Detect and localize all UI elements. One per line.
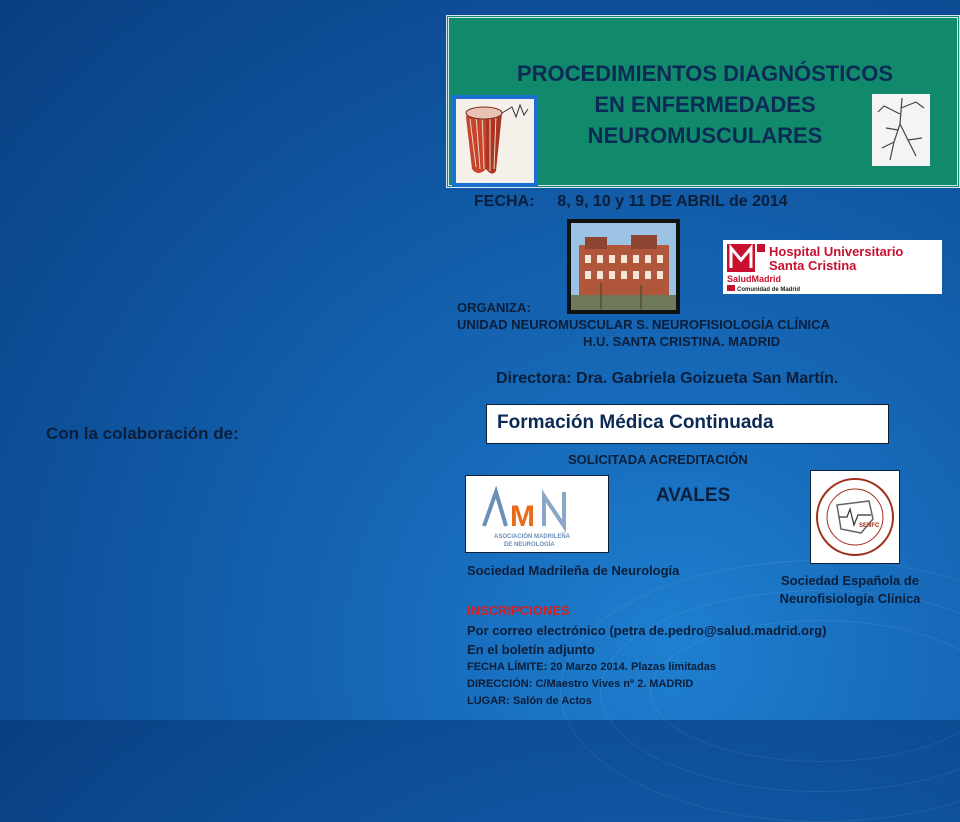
director-name: Directora: Dra. Gabriela Goizueta San Martín. <box>496 370 839 387</box>
organizer-label: ORGANIZA: <box>457 300 531 315</box>
title-line-3: NEUROMUSCULARES <box>587 123 823 148</box>
registration-venue: LUGAR: Salón de Actos <box>467 695 592 707</box>
registration-details <box>467 659 716 710</box>
organizer-line-1: UNIDAD NEUROMUSCULAR S. NEUROFISIOLOGÍA CLÍNICA <box>457 317 830 332</box>
hospital-logo <box>723 240 942 294</box>
amn-letter-m: M <box>510 500 535 533</box>
nerve-illustration <box>872 94 930 166</box>
senfc-caption-line-1: Sociedad Española de <box>781 573 919 588</box>
registration-bulletin: En el boletín adjunto <box>467 642 595 657</box>
registration-address: DIRECCIÓN: C/Maestro Vives nº 2. MADRID <box>467 678 694 690</box>
registration-heading: INSCRIPCIONES <box>467 603 570 618</box>
organizer-block <box>457 299 830 350</box>
senfc-logo-text: SENFC <box>859 523 880 529</box>
fmc-label: Formación Médica Continuada <box>497 412 774 433</box>
registration-info <box>467 621 826 659</box>
amn-logo <box>465 475 609 553</box>
title-line-1: PROCEDIMIENTOS DIAGNÓSTICOS <box>516 61 894 86</box>
amn-text-2: DE NEUROLOGÍA <box>504 542 555 548</box>
collaboration-label: Con la colaboración de: <box>46 424 239 443</box>
registration-email: Por correo electrónico (petra de.pedro@salud.madrid.org) <box>467 623 827 638</box>
senfc-logo <box>810 470 900 564</box>
date-label: FECHA: <box>474 193 535 210</box>
senfc-caption <box>740 572 960 608</box>
comunidad-text: Comunidad de Madrid <box>737 287 800 293</box>
organizer-line-2: H.U. SANTA CRISTINA. MADRID <box>583 334 781 349</box>
registration-deadline: FECHA LÍMITE: 20 Marzo 2014. Plazas limitadas <box>467 661 717 673</box>
muscle-illustration <box>452 95 538 187</box>
amn-text-1: ASOCIACIÓN MADRILEÑA <box>494 534 570 540</box>
date-value: 8, 9, 10 y 11 DE ABRIL de 2014 <box>557 193 788 210</box>
sml-caption: Sociedad Madrileña de Neurología <box>467 563 680 578</box>
hospital-logo-name-2: Santa Cristina <box>769 258 857 273</box>
event-date <box>474 193 788 211</box>
senfc-caption-line-2: Neurofisiología Clínica <box>779 591 921 606</box>
salud-madrid-text: SaludMadrid <box>727 274 782 284</box>
hospital-logo-name: Hospital Universitario <box>769 244 904 259</box>
endorsements-heading: AVALES <box>656 485 731 506</box>
title-line-2: EN ENFERMEDADES <box>594 92 816 117</box>
accreditation-status: SOLICITADA ACREDITACIÓN <box>568 452 748 467</box>
